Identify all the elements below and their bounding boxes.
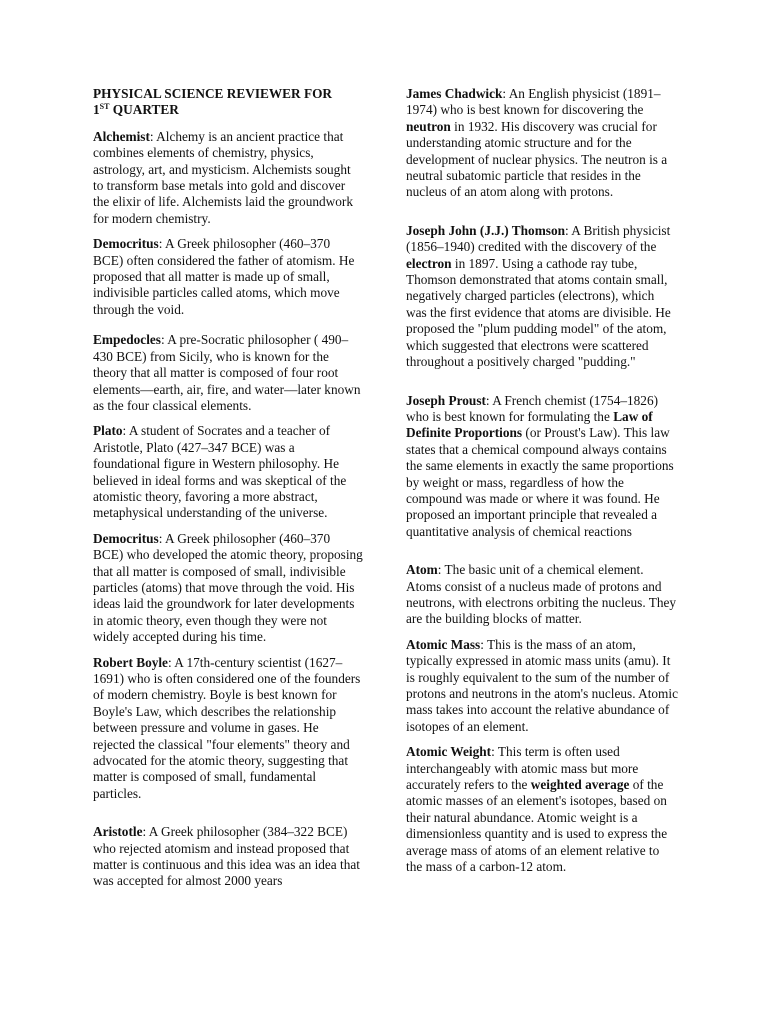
term-definition: : An English physicist (1891–1974) who is best known for discovering the	[406, 86, 661, 118]
term-definition: : This term is often used interchangeably with atomic mass but more accurately refers to the	[406, 744, 639, 793]
term-label: Empedocles	[93, 332, 161, 348]
term-definition: : A Greek philosopher (460–370 BCE) who developed the atomic theory, proposing that all matter is composed of small, indivisible particles (atoms) that move through the void. His ideas laid the groundwork for later developments in atomic theory, even though they were not widely accepted during his time.	[93, 530, 363, 645]
entry-empedocles	[93, 332, 363, 414]
term-label: Democritus	[93, 530, 159, 546]
entry-atomic-mass	[406, 637, 678, 735]
term-label: Democritus	[93, 236, 159, 252]
term-label: Atomic Mass	[406, 636, 481, 652]
term-label: Plato	[93, 423, 123, 439]
entry-democritus-1	[93, 236, 363, 318]
term-definition: : A Greek philosopher (460–370 BCE) often considered the father of atomism. He proposed that all matter is made up of small, indivisible particles called atoms, which move through the void.	[93, 236, 355, 317]
term-label: Robert Boyle	[93, 654, 168, 670]
left-column	[93, 86, 363, 890]
term-definition-continued: (or Proust's Law). This law states that a chemical compound always contains the same elements in exactly the same proportions by weight or mass, regardless of how the compound was made or where it was found. He proposed an important principle that revealed a quantitative analysis of chemical reactions	[406, 425, 674, 539]
title-superscript: ST	[99, 102, 110, 112]
entry-james-chadwick	[406, 86, 678, 201]
entry-democritus-2	[93, 531, 363, 646]
term-definition: : Alchemy is an ancient practice that combines elements of chemistry, physics, astrology, art, and mysticism. Alchemists sought to transform base metals into gold and discover the elixir of life. Alchemists laid the groundwork for modern chemistry.	[93, 128, 353, 226]
term-definition: : A Greek philosopher (384–322 BCE) who rejected atomism and instead proposed that matter is continuous and this idea was an idea that was accepted for almost 2000 years	[93, 824, 360, 889]
term-definition-continued: of the atomic masses of an element's isotopes, based on their natural abundance. Atomic weight is a dimensionless quantity and is used to express the average mass of atoms of an element relative to the mass of a carbon-12 atom.	[406, 777, 668, 875]
term-label: Atom	[406, 562, 438, 578]
term-emphasis: weighted average	[530, 777, 630, 793]
term-label: Atomic Weight	[406, 744, 492, 760]
term-definition: : This is the mass of an atom, typically expressed in atomic mass units (amu). It is roughly equivalent to the sum of the number of protons and neutrons in the atom's nucleus. Atomic mass takes into account the relative abundance of isotopes of an element.	[406, 636, 678, 734]
entry-alchemist	[93, 129, 363, 227]
term-definition: : The basic unit of a chemical element. Atoms consist of a nucleus made of protons and neutrons, with electrons orbiting the nucleus. They are the building blocks of matter.	[406, 562, 677, 627]
title-line-2: QUARTER	[109, 102, 179, 118]
entry-plato	[93, 423, 363, 521]
term-label: Joseph John (J.J.) Thomson	[406, 222, 565, 238]
term-definition-continued: in 1897. Using a cathode ray tube, Thomson demonstrated that atoms contain small, negatively charged particles (electrons), which was the first evidence that atoms are divisible. He proposed the "plum pudding model" of the atom, which suggested that electrons were scattered throughout a positively charged "pudding."	[406, 255, 671, 370]
entry-robert-boyle	[93, 655, 363, 803]
entry-atom	[406, 562, 678, 628]
term-label: Aristotle	[93, 824, 143, 840]
title-line-1: PHYSICAL SCIENCE REVIEWER FOR	[93, 86, 333, 101]
right-column	[406, 86, 678, 875]
page-title	[93, 86, 363, 119]
term-definition: : A pre-Socratic philosopher ( 490–430 BCE) from Sicily, who is known for the theory that all matter is composed of four root elements—earth, air, fire, and water—later known as the four classical elements.	[93, 332, 361, 413]
term-definition: : A student of Socrates and a teacher of Aristotle, Plato (427–347 BCE) was a foundational figure in Western philosophy. He believed in ideal forms and was skeptical of the atomistic theory, favoring a more abstract, metaphysical understanding of the universe.	[93, 423, 347, 521]
entry-joseph-proust	[406, 393, 678, 541]
term-emphasis: electron	[406, 255, 452, 271]
term-definition-continued: in 1932. His discovery was crucial for understanding atomic structure and for the development of nuclear physics. The neutron is a neutral subatomic particle that resides in the nucleus of an atom along with protons.	[406, 118, 668, 200]
term-definition: : A British physicist (1856–1940) credited with the discovery of the	[406, 222, 671, 255]
entry-atomic-weight	[406, 744, 678, 875]
term-emphasis: neutron	[406, 118, 451, 134]
term-definition: : A French chemist (1754–1826) who is best known for formulating the	[406, 392, 659, 424]
term-emphasis: Law of Definite Proportions	[406, 408, 653, 441]
entry-jj-thomson	[406, 223, 678, 371]
term-definition: : A 17th-century scientist (1627–1691) who is often considered one of the founders of modern chemistry. Boyle is best known for Boyle's Law, which describes the relationship between pressure and volume in gases. He rejected the classical "four elements" theory and advocated for the atomic theory, suggesting that matter is composed of small, fundamental particles.	[93, 654, 361, 801]
term-label: Joseph Proust	[406, 392, 486, 408]
entry-aristotle	[93, 824, 363, 890]
term-label: Alchemist	[93, 128, 150, 144]
title-number: 1	[93, 102, 100, 118]
term-label: James Chadwick	[406, 86, 503, 101]
